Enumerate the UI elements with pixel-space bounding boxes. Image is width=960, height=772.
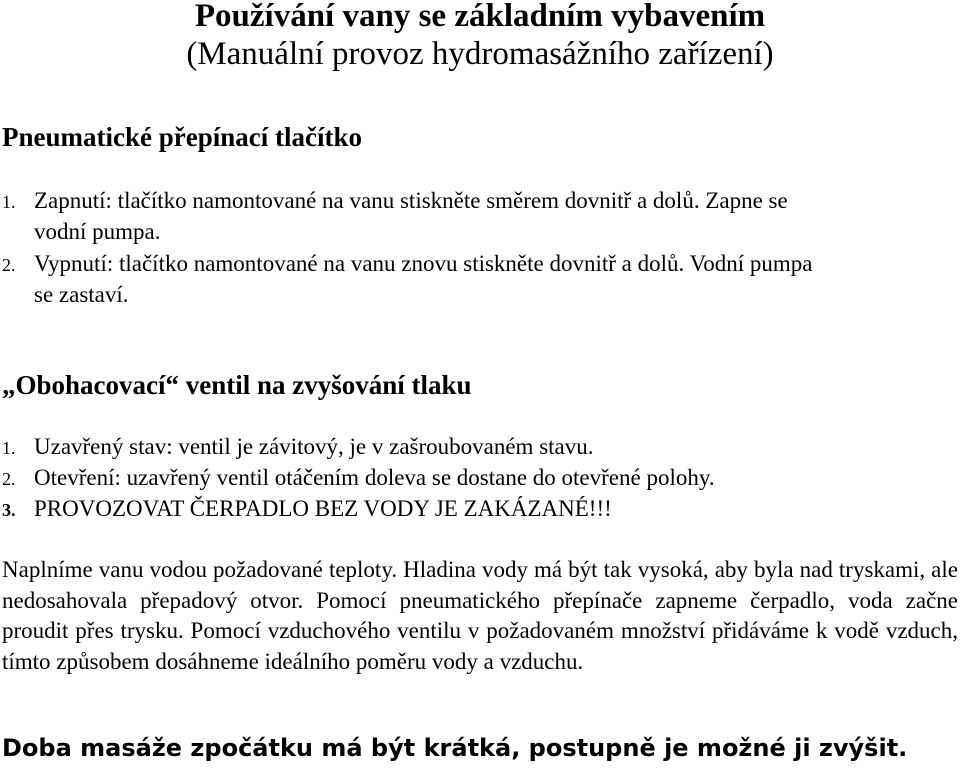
list-item	[2, 249, 813, 280]
list-number: 2.	[2, 469, 16, 489]
list-number: 1.	[2, 438, 16, 458]
list-item-continuation: se zastaví.	[34, 282, 129, 307]
warning-text: PROVOZOVAT ČERPADLO BEZ VODY JE ZAKÁZANÉ!!!	[34, 496, 612, 521]
list-item	[2, 463, 715, 494]
list-item-text: Otevření: uzavřený ventil otáčením doleva se dostane do otevřené polohy.	[34, 465, 715, 490]
list-item-text: Zapnutí: tlačítko namontované na vanu stiskněte směrem dovnitř a dolů. Zapne se	[34, 188, 788, 213]
list-item-text: Uzavřený stav: ventil je závitový, je v zašroubovaném stavu.	[34, 434, 594, 459]
final-note: Doba masáže zpočátku má být krátká, postupně je možné ji zvýšit.	[2, 734, 908, 762]
list-item-text: Vypnutí: tlačítko namontované na vanu znovu stiskněte dovnitř a dolů. Vodní pumpa	[34, 251, 813, 276]
document-title: Používání vany se základním vybavením	[194, 0, 766, 34]
list-number: 1.	[2, 192, 16, 212]
instructions-paragraph: Naplníme vanu vodou požadované teploty. Hladina vody má být tak vysoká, aby byla nad tryskami, ale nedosahovala přepadový otvor. Pomocí pneumatického přepínače zapneme čerpadlo, voda začne proudit přes trysku. Pomocí vzduchového ventilu v požadovaném množství přidáváme k vodě vzduch, tímto způsobem dosáhneme ideálního poměru vody a vzduchu.	[2, 557, 958, 674]
document-subtitle: (Manuální provoz hydromasážního zařízení)	[186, 36, 774, 72]
section-heading-pneumatic-button: Pneumatické přepínací tlačítko	[2, 122, 362, 152]
list-number: 2.	[2, 255, 16, 275]
list-number: 3.	[2, 500, 16, 520]
list-item	[2, 186, 788, 217]
list-item-warning	[2, 494, 612, 525]
list-item-continuation: vodní pumpa.	[34, 219, 161, 244]
section-heading-enrichment-valve: „Obohacovací“ ventil na zvyšování tlaku	[2, 370, 472, 400]
list-item	[2, 432, 594, 463]
